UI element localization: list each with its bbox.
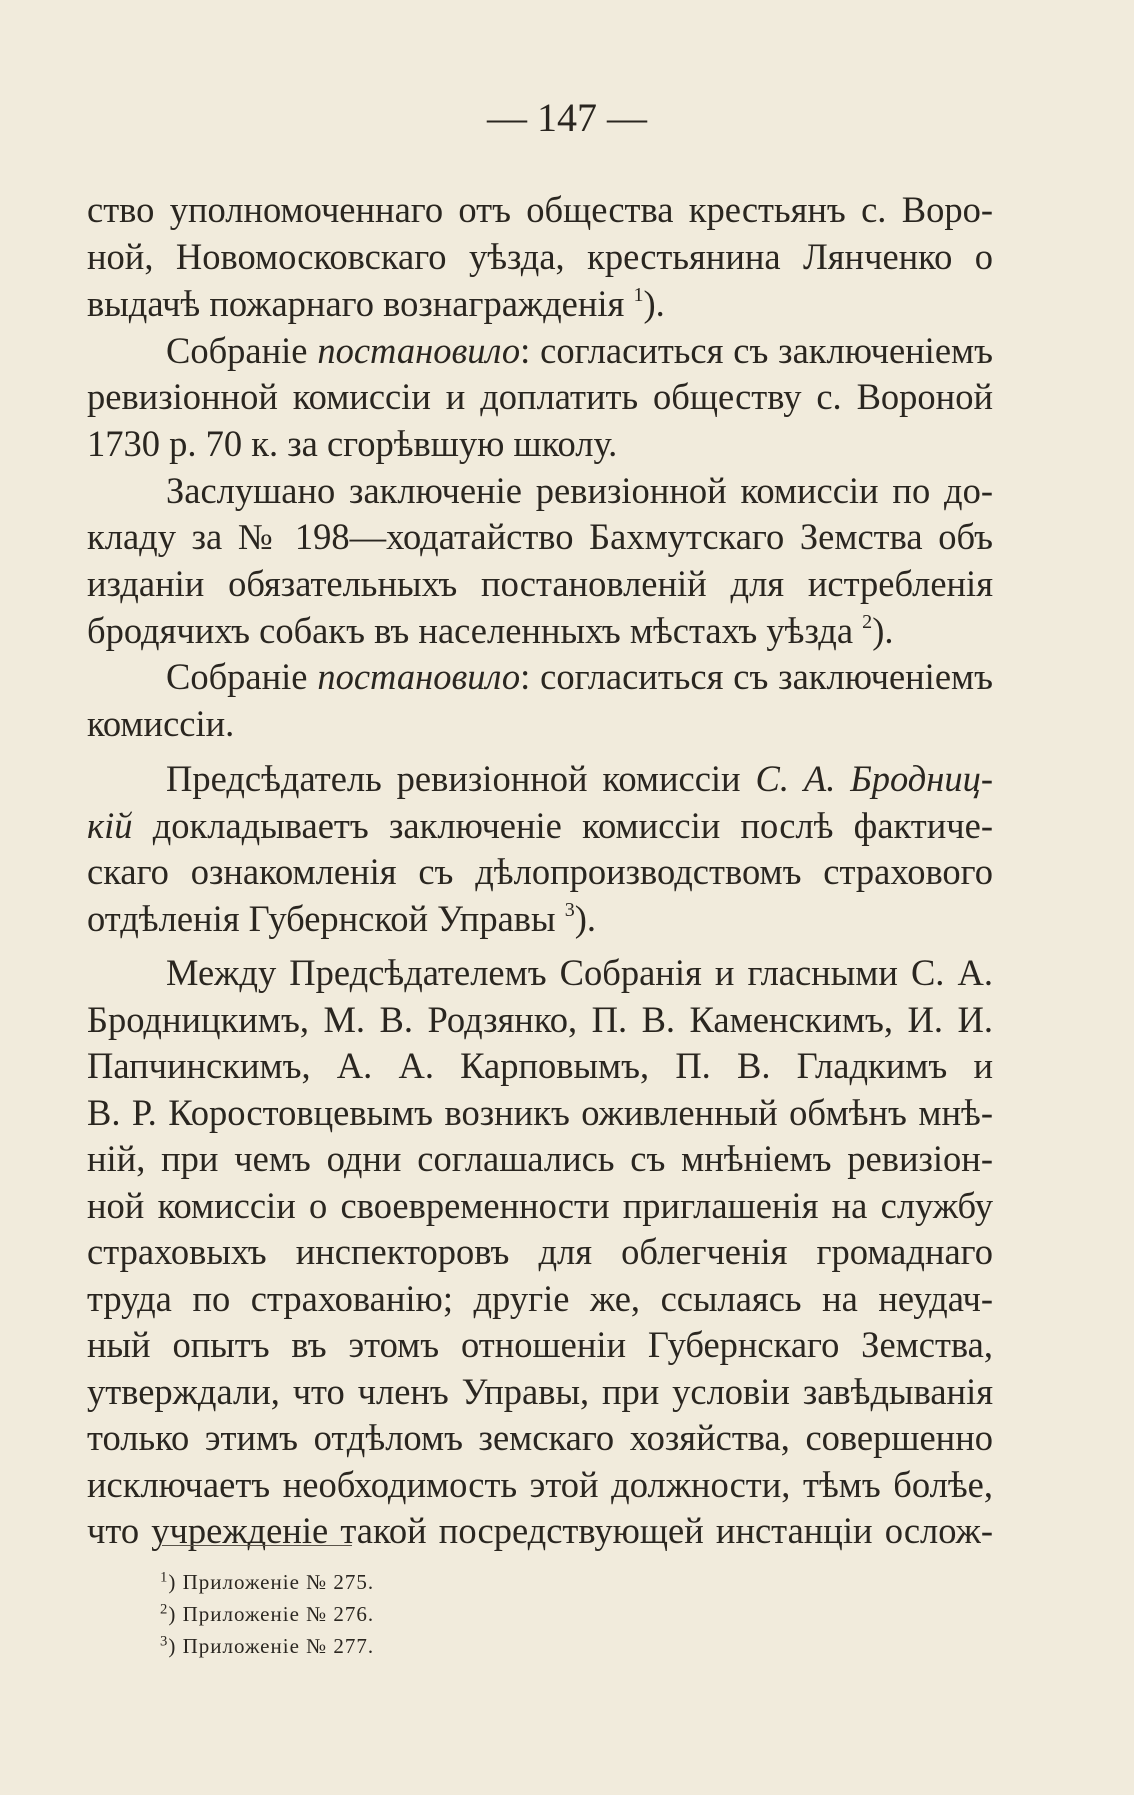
text-line: Собраніе постановило: согласиться съ заключеніемъ	[166, 656, 993, 697]
text-line: Между Предсѣдателемъ Собранія и гласными С. А.	[166, 952, 993, 993]
text-line: изданіи обязательныхъ постановленій для истребленія	[87, 563, 993, 604]
text-line: выдачѣ пожарнаго вознагражденія $^1$).	[87, 283, 665, 324]
text-line: ной комиссіи о своевременности приглашенія на службу	[87, 1185, 993, 1226]
text-line: Предсѣдатель ревизіонной комиссіи С. А. Бродниц-	[166, 758, 993, 799]
text-line: только этимъ отдѣломъ земскаго хозяйства, совершенно	[87, 1417, 993, 1458]
text-line: кій докладываетъ заключеніе комиссіи послѣ фактиче-	[87, 805, 993, 846]
text-line: Заслушано заключеніе ревизіонной комиссіи по до-	[166, 470, 993, 511]
text-line: исключаетъ необходимость этой должности, тѣмъ болѣе,	[87, 1464, 993, 1505]
text-line: Собраніе постановило: согласиться съ заключеніемъ	[166, 330, 993, 371]
text-line: скаго ознакомленія съ дѣлопроизводствомъ страхового	[87, 851, 993, 892]
footnote: $^3$) Приложеніе № 277.	[160, 1633, 375, 1658]
text-line: ревизіонной комиссіи и доплатить обществу с. Вороной	[87, 376, 993, 417]
text-line: отдѣленія Губернской Управы $^3$).	[87, 898, 596, 939]
footnote-divider	[162, 1545, 352, 1546]
text-line: кладу за № 198—ходатайство Бахмутскаго Земства объ	[87, 516, 993, 557]
footnote-ref: 2	[862, 610, 873, 633]
text-line: бродячихъ собакъ въ населенныхъ мѣстахъ уѣзда $^2$).	[87, 610, 894, 651]
text-line: Бродницкимъ, М. В. Родзянко, П. В. Каменскимъ, И. И.	[87, 999, 993, 1040]
text-line: что учрежденіе такой посредствующей инстанціи ослож-	[87, 1510, 993, 1551]
page-number: — 147 —	[487, 95, 647, 140]
text-line: комиссіи.	[87, 703, 235, 744]
footnote: $^2$) Приложеніе № 276.	[160, 1601, 375, 1626]
text-line: ный опытъ въ этомъ отношеніи Губернскаго Земства,	[87, 1324, 993, 1365]
text-line: Папчинскимъ, А. А. Карповымъ, П. В. Гладкимъ и	[87, 1045, 993, 1086]
text-line: труда по страхованію; другіе же, ссылаясь на неудач-	[87, 1278, 993, 1319]
footnote-ref: 3	[564, 898, 575, 921]
text-line: ной, Новомосковскаго уѣзда, крестьянина Лянченко о	[87, 236, 993, 277]
text-line: утверждали, что членъ Управы, при условіи завѣдыванія	[87, 1371, 993, 1412]
footnote-ref: 1	[633, 283, 644, 306]
text-line: ство уполномоченнаго отъ общества крестьянъ с. Воро-	[87, 189, 993, 230]
text-line: В. Р. Коростовцевымъ возникъ оживленный обмѣнъ мнѣ-	[87, 1092, 993, 1133]
text-line: 1730 р. 70 к. за сгорѣвшую школу.	[87, 423, 618, 464]
footnote: $^1$) Приложеніе № 275.	[160, 1569, 375, 1594]
text-line: страховыхъ инспекторовъ для облегченія громаднаго	[87, 1231, 993, 1272]
text-line: ній, при чемъ одни соглашались съ мнѣніемъ ревизіон-	[87, 1138, 993, 1179]
